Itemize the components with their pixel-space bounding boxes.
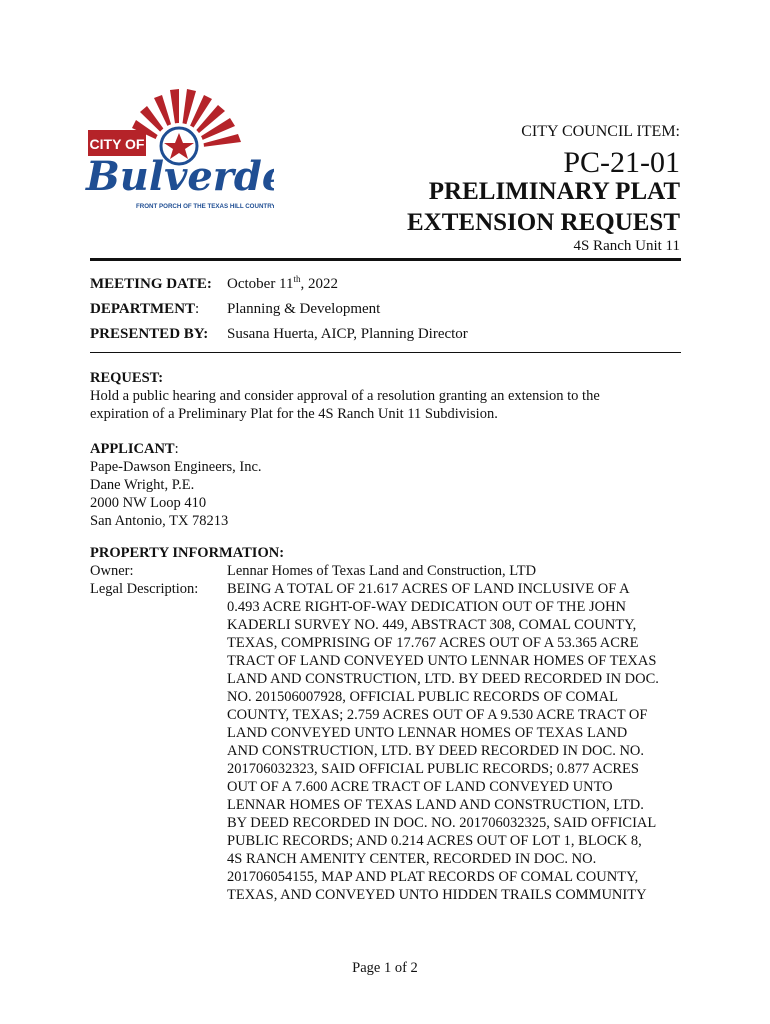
- legal-description-value: [227, 580, 682, 904]
- legal-description-line: OUT OF A 7.600 ACRE TRACT OF LAND CONVEYED UNTO: [227, 779, 613, 795]
- legal-description-line: AND CONSTRUCTION, LTD. BY DEED RECORDED IN DOC. NO.: [227, 743, 645, 759]
- legal-description-line: COUNTY, TEXAS; 2.759 ACRES OUT OF A 9.530 ACRE TRACT OF: [227, 707, 648, 723]
- department-value: Planning & Development: [227, 301, 381, 317]
- legal-description-line: PUBLIC RECORDS; AND 0.214 ACRES OUT OF LOT 1, BLOCK 8,: [227, 833, 642, 849]
- legal-description-label: Legal Description:: [90, 581, 199, 597]
- legal-description-line: 201706054155, MAP AND PLAT RECORDS OF COMAL COUNTY,: [227, 869, 639, 885]
- department-row: [90, 301, 380, 318]
- title-line-2: EXTENSION REQUEST: [407, 209, 680, 236]
- applicant-line: Dane Wright, P.E.: [90, 477, 195, 493]
- legal-description-line: 0.493 ACRE RIGHT-OF-WAY DEDICATION OUT OF THE JOHN: [227, 599, 627, 615]
- title-line-1: PRELIMINARY PLAT: [428, 178, 680, 205]
- subtitle: 4S Ranch Unit 11: [573, 238, 680, 254]
- logo-city-of: CITY OF: [89, 136, 145, 152]
- owner-label: Owner:: [90, 563, 134, 579]
- legal-description-line: BY DEED RECORDED IN DOC. NO. 201706032325, SAID OFFICIAL: [227, 815, 657, 831]
- applicant-section: [90, 440, 680, 530]
- legal-description-line: TEXAS, COMPRISING OF 17.767 ACRES OUT OF A 53.365 ACRE: [227, 635, 639, 651]
- applicant-line: 2000 NW Loop 410: [90, 495, 207, 511]
- legal-description-line: KADERLI SURVEY NO. 449, ABSTRACT 308, COMAL COUNTY,: [227, 617, 637, 633]
- request-line-2: expiration of a Preliminary Plat for the 4S Ranch Unit 11 Subdivision.: [90, 406, 498, 422]
- city-logo: [84, 88, 274, 218]
- legal-description-line: LAND CONVEYED UNTO LENNAR HOMES OF TEXAS LAND: [227, 725, 628, 741]
- meta-divider: [90, 352, 681, 353]
- legal-description-line: TRACT OF LAND CONVEYED UNTO LENNAR HOMES OF TEXAS: [227, 653, 657, 669]
- legal-description-line: LAND AND CONSTRUCTION, LTD. BY DEED RECORDED IN DOC.: [227, 671, 659, 687]
- request-heading: REQUEST:: [90, 370, 164, 386]
- logo-name: Bulverde: [86, 153, 274, 200]
- presented-by-label: PRESENTED BY:: [90, 326, 209, 342]
- page-number: Page 1 of 2: [352, 960, 418, 976]
- meeting-date-label: MEETING DATE:: [90, 276, 212, 292]
- property-heading-text: PROPERTY INFORMATION:: [90, 545, 285, 561]
- legal-description-line: LENNAR HOMES OF TEXAS LAND AND CONSTRUCTION, LTD.: [227, 797, 644, 813]
- legal-description-line: NO. 201506007928, OFFICIAL PUBLIC RECORDS OF COMAL: [227, 689, 619, 705]
- presented-by-row: [90, 326, 468, 343]
- meeting-date-value: October 11th, 2022: [227, 274, 339, 292]
- bulverde-logo-icon: [84, 88, 274, 218]
- owner-value: Lennar Homes of Texas Land and Construction, LTD: [227, 563, 537, 579]
- council-item-label: CITY COUNCIL ITEM:: [521, 123, 680, 140]
- applicant-line: San Antonio, TX 78213: [90, 513, 229, 529]
- legal-description-line: 201706032323, SAID OFFICIAL PUBLIC RECORDS; 0.877 ACRES: [227, 761, 639, 777]
- property-heading: [90, 544, 680, 562]
- request-line-1: Hold a public hearing and consider approval of a resolution granting an extension to the: [90, 388, 600, 404]
- legal-description-line: BEING A TOTAL OF 21.617 ACRES OF LAND INCLUSIVE OF A: [227, 581, 630, 597]
- request-section: [90, 369, 680, 423]
- legal-description-line: TEXAS, AND CONVEYED UNTO HIDDEN TRAILS COMMUNITY: [227, 887, 647, 903]
- header-divider: [90, 258, 681, 261]
- item-code: PC-21-01: [563, 146, 680, 179]
- department-label: DEPARTMENT:: [90, 301, 200, 317]
- applicant-line: Pape-Dawson Engineers, Inc.: [90, 459, 262, 475]
- page-title: [407, 176, 680, 238]
- logo-tagline: FRONT PORCH OF THE TEXAS HILL COUNTRY™: [136, 203, 274, 210]
- presented-by-value: Susana Huerta, AICP, Planning Director: [227, 326, 468, 342]
- meeting-date-row: [90, 274, 338, 293]
- applicant-heading: APPLICANT:: [90, 441, 179, 457]
- legal-description-line: 4S RANCH AMENITY CENTER, RECORDED IN DOC. NO.: [227, 851, 597, 867]
